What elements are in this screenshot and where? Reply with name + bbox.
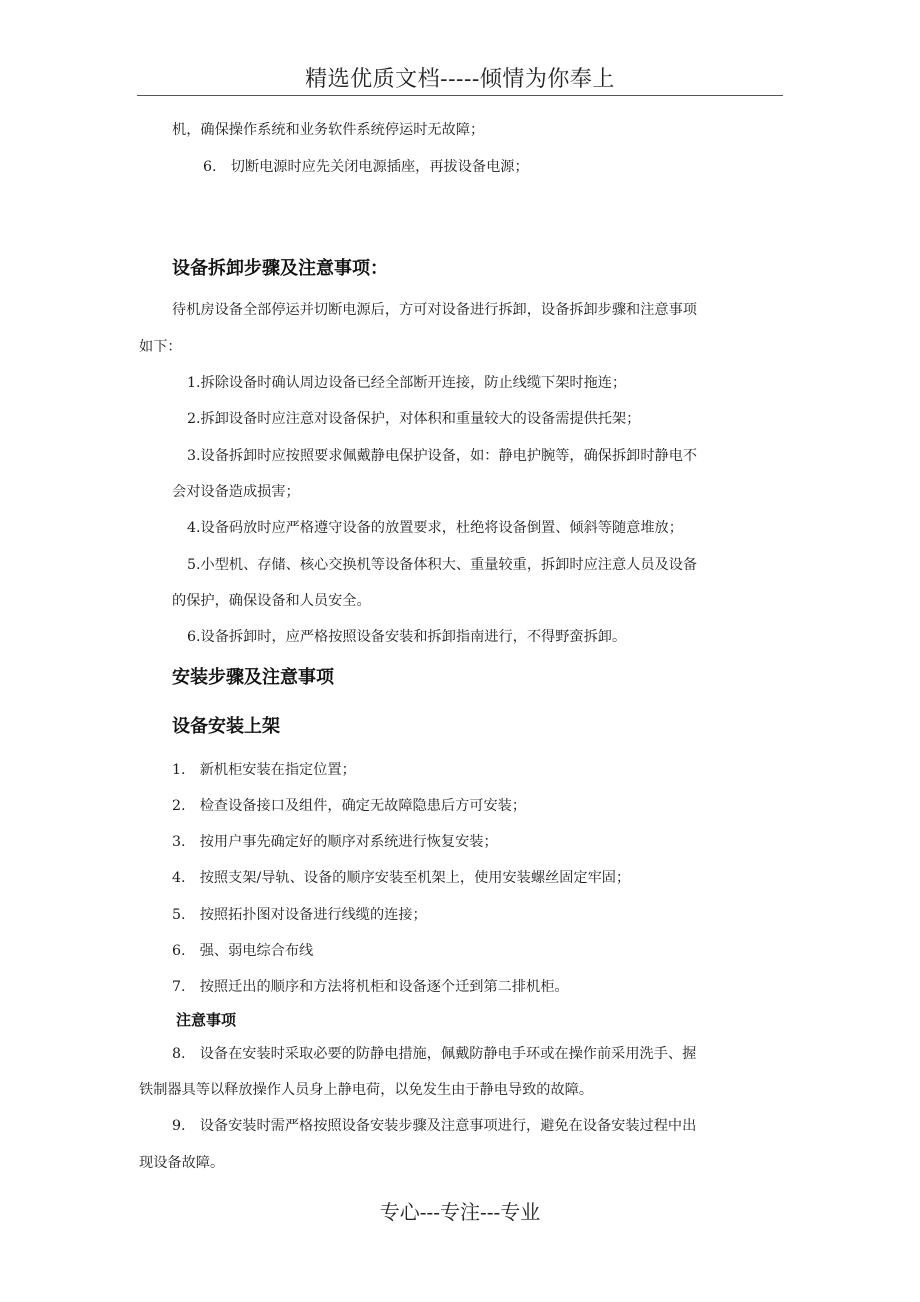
list-item-continuation: 会对设备造成损害；	[172, 484, 300, 500]
page-header-title: 精选优质文档-----倾情为你奉上	[305, 67, 615, 92]
list-item: 2. 检查设备接口及组件，确定无故障隐患后方可安装；	[172, 798, 527, 814]
header-divider	[137, 95, 783, 96]
section-heading-install: 安装步骤及注意事项	[172, 667, 334, 688]
list-item: 3. 按用户事先确定好的顺序对系统进行恢复安装；	[172, 834, 498, 850]
paragraph-line: 机，确保操作系统和业务软件系统停运时无故障；	[172, 122, 485, 138]
list-item: 4. 按照支架/导轨、设备的顺序安装至机架上，使用安装螺丝固定牢固；	[172, 870, 631, 886]
list-item: 6. 强、弱电综合布线	[172, 943, 314, 959]
list-item: 2.拆卸设备时应注意对设备保护，对体积和重量较大的设备需提供托架；	[187, 411, 641, 427]
paragraph-line: 8. 设备在安装时采取必要的防静电措施，佩戴防静电手环或在操作前采用洗手、握	[172, 1046, 697, 1062]
section-heading-disassembly: 设备拆卸步骤及注意事项：	[172, 258, 388, 279]
list-item: 5. 按照拓扑图对设备进行线缆的连接；	[172, 907, 427, 923]
list-item: 4.设备码放时应严格遵守设备的放置要求，杜绝将设备倒置、倾斜等随意堆放；	[187, 520, 683, 536]
notes-heading: 注意事项	[176, 1011, 237, 1029]
paragraph-line: 如下：	[139, 339, 182, 355]
paragraph-line: 现设备故障。	[139, 1155, 225, 1171]
paragraph-line: 9. 设备安装时需严格按照设备安装步骤及注意事项进行，避免在设备安装过程中出	[172, 1118, 697, 1134]
list-item: 7. 按照迁出的顺序和方法将机柜和设备逐个迁到第二排机柜。	[172, 979, 569, 995]
subsection-heading-rack: 设备安装上架	[172, 716, 280, 737]
list-item: 1.拆除设备时确认周边设备已经全部断开连接，防止线缆下架时拖连；	[187, 375, 627, 391]
list-item: 6. 切断电源时应先关闭电源插座，再拔设备电源；	[203, 159, 529, 175]
list-item: 3.设备拆卸时应按照要求佩戴静电保护设备，如：静电护腕等，确保拆卸时静电不	[187, 448, 698, 464]
page-footer: 专心---专注---专业	[379, 1200, 541, 1224]
paragraph-line: 铁制器具等以释放操作人员身上静电荷，以免发生由于静电导致的故障。	[139, 1082, 594, 1098]
list-item-continuation: 的保护，确保设备和人员安全。	[172, 593, 371, 609]
list-item: 5.小型机、存储、核心交换机等设备体积大、重量较重，拆卸时应注意人员及设备	[187, 557, 698, 573]
list-item: 1. 新机柜安装在指定位置；	[172, 762, 356, 778]
paragraph-line: 待机房设备全部停运并切断电源后，方可对设备进行拆卸，设备拆卸步骤和注意事项	[172, 302, 697, 318]
list-item: 6.设备拆卸时，应严格按照设备安装和拆卸指南进行，不得野蛮拆卸。	[187, 629, 627, 645]
